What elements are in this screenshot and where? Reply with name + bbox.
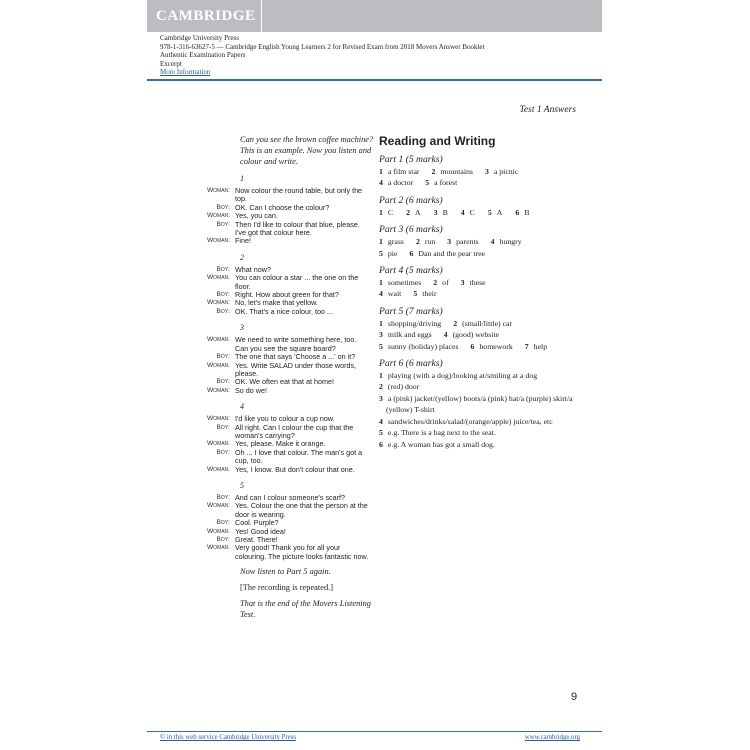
answer-number: 5 (379, 428, 383, 438)
answer-item (379, 330, 432, 339)
answer-text: sometimes (387, 278, 422, 288)
speaker-label: Boy: (216, 448, 230, 456)
answer-text: e.g. There is a bag next to the seat. (387, 428, 496, 438)
answer-number: 5 (487, 207, 492, 217)
dialogue-text: Right. How about green for that? (235, 290, 339, 300)
dialogue-text: So do we! (235, 385, 267, 395)
answer-row (379, 236, 589, 247)
footer-rule (147, 731, 602, 732)
answer-item (379, 342, 459, 351)
answer-number: 4 (379, 416, 383, 426)
answer-text: wait (387, 289, 402, 299)
answer-item (453, 319, 512, 328)
answer-number: 4 (460, 207, 465, 217)
answer-item (379, 178, 413, 187)
answer-item (425, 178, 457, 187)
answer-item (525, 342, 547, 351)
section-number: 2 (240, 252, 244, 262)
answer-number: 6 (379, 439, 383, 449)
answer-row (379, 393, 589, 416)
part-heading: Part 1 (5 marks) (379, 154, 443, 165)
speaker-label: Boy: (216, 203, 230, 211)
speaker-label: Woman: (206, 274, 230, 282)
answer-row (379, 277, 589, 288)
answer-item (434, 208, 448, 217)
dialogue-line (195, 502, 380, 519)
dialogue-text: Then I'd like to colour that blue, please. I've got that colour here. (235, 219, 360, 238)
dialogue-text: Yes, I know. But don't colour that one. (235, 464, 355, 474)
dialogue-text: Yes. Write SALAD under those words, please. (235, 360, 357, 378)
section-number: 1 (240, 174, 244, 183)
answer-text: hungry (499, 237, 522, 247)
answer-row (379, 318, 589, 329)
answer-text: their (422, 289, 437, 299)
answer-item (379, 289, 401, 298)
dialogue-line (195, 424, 380, 441)
answer-number: 2 (433, 278, 438, 288)
answer-row (379, 341, 589, 352)
transcript-intro: Can you see the brown coffee machine? This is an example. Now you listen and colour and write. (240, 135, 374, 166)
answer-item (416, 237, 435, 246)
answer-number: 7 (524, 341, 529, 351)
answer-item (379, 382, 419, 391)
dialogue-text: We need to write something here, too. Can you see the square board? (235, 335, 357, 353)
answer-text: a picnic (493, 167, 519, 176)
answer-number: 4 (490, 237, 495, 247)
speaker-label: Woman: (206, 544, 230, 552)
answer-text: grass (387, 237, 404, 247)
speaker-label: Woman: (206, 361, 230, 369)
speaker-label: Woman: (206, 527, 230, 535)
running-head: Test 1 Answers (519, 105, 576, 115)
answer-item (488, 208, 503, 217)
answer-text: sandwiches/drinks/salad/(orange/apple) juice/tea, etc (387, 416, 553, 426)
answer-item (379, 319, 441, 328)
header-band (147, 0, 602, 32)
dialogue-line (195, 204, 380, 212)
answer-text: (good) website (452, 330, 500, 340)
answer-text: B (524, 207, 530, 217)
speaker-label: Boy: (216, 378, 230, 386)
answer-text: B (442, 207, 448, 217)
part-heading: Part 6 (6 marks) (379, 358, 443, 370)
listening-transcript (195, 134, 380, 620)
dialogue-text: OK. We often eat that at home! (235, 377, 334, 387)
part-heading: Part 3 (6 marks) (379, 224, 443, 236)
dialogue-line (195, 544, 380, 561)
answer-item (409, 249, 485, 258)
answer-row (379, 427, 589, 438)
answer-text: C (387, 207, 394, 217)
answer-number: 1 (379, 167, 383, 176)
answer-text: help (533, 341, 548, 351)
answer-number: 5 (379, 248, 383, 258)
recording-repeated: [The recording is repeated.] (240, 583, 334, 593)
dialogue-text: And can I colour someone's scarf? (235, 492, 346, 502)
book-metadata (160, 34, 484, 77)
excerpt-label: Excerpt (160, 59, 182, 68)
part-heading: Part 2 (6 marks) (379, 194, 443, 206)
section-title: Reading and Writing (379, 134, 496, 148)
answer-text: Dan and the pear tree (418, 248, 486, 258)
page-number: 9 (571, 691, 578, 703)
answer-number: 4 (379, 178, 383, 188)
copyright-link[interactable]: © in this web service Cambridge University Press (160, 734, 296, 741)
answer-item (515, 208, 529, 217)
answer-item (379, 417, 553, 426)
answer-number: 2 (406, 207, 411, 217)
answer-text: run (424, 237, 436, 247)
answer-text: homework (479, 341, 513, 351)
speaker-label: Woman: (206, 237, 230, 245)
dialogue-text: I'd like you to colour a cup now. (235, 414, 335, 424)
answer-number: 5 (379, 341, 383, 351)
dialogue-text: The one that says 'Choose a ...' on it? (235, 352, 356, 362)
dialogue-line (195, 308, 380, 316)
speaker-label: Woman: (206, 415, 230, 423)
answer-text: a forest (434, 178, 458, 188)
answer-text: C (469, 207, 475, 217)
answer-item (379, 237, 404, 246)
answer-row (379, 329, 589, 340)
dialogue-line (195, 378, 380, 386)
answer-item (471, 342, 513, 351)
dialogue-line (195, 449, 380, 466)
part-heading: Part 4 (5 marks) (379, 265, 443, 277)
end-of-test: That is the end of the Movers Listening Test. (240, 599, 371, 620)
more-information-link[interactable]: More Information (160, 68, 211, 77)
answer-text: a (pink) jacket/(yellow) boots/a (pink) hat/a (purple) skirt/a (yellow) T-shirt (386, 393, 573, 415)
answer-text: e.g. A woman has got a small dog. (387, 439, 495, 449)
dialogue-text: Yes. Colour the one that the person at the door is wearing. (235, 501, 368, 519)
answer-item (379, 278, 421, 287)
dialogue-text: OK. Can I choose the colour? (235, 202, 330, 212)
answer-item (491, 237, 522, 246)
answer-number: 1 (379, 278, 383, 288)
speaker-label: Boy: (216, 536, 230, 543)
section-number: 4 (240, 402, 244, 412)
dialogue-text: Cool. Purple? (235, 518, 279, 528)
answer-number: 6 (515, 207, 520, 217)
answer-item (413, 289, 436, 298)
dialogue-text: Great. There! (235, 535, 278, 544)
answer-row (379, 207, 589, 218)
publisher: Cambridge University Press (160, 34, 239, 42)
speaker-label: Boy: (216, 353, 230, 361)
answer-text: of (442, 278, 449, 288)
answer-text: (red) door (387, 382, 420, 392)
speaker-label: Boy: (216, 307, 230, 315)
dialogue-line (195, 221, 380, 238)
dialogue-text: Fine! (235, 236, 251, 246)
answer-text: sunny (holiday) places (387, 341, 459, 351)
header-rule (147, 79, 602, 81)
answer-text: pie (387, 248, 398, 258)
dialogue-line (195, 528, 380, 536)
answer-number: 2 (431, 167, 436, 176)
answer-row (379, 381, 589, 392)
answer-row (379, 248, 589, 259)
section-number: 5 (240, 480, 244, 490)
answer-item (379, 167, 420, 176)
answer-text: playing (with a dog)/looking at/smiling at a dog (387, 371, 538, 381)
dialogue-line (195, 336, 380, 353)
dialogue-line (195, 362, 380, 379)
dialogue-text: Oh ... I love that colour. The man's got a cup, too. (235, 447, 363, 466)
answer-row (379, 177, 589, 188)
speaker-label: Woman: (206, 465, 230, 473)
answer-number: 1 (379, 237, 383, 247)
speaker-label: Woman: (206, 336, 230, 344)
dialogue-text: Now colour the round table, but only the top. (235, 186, 363, 204)
answer-number: 6 (409, 248, 414, 258)
speaker-label: Boy: (216, 220, 230, 228)
answer-number: 2 (379, 382, 383, 392)
dialogue-line (195, 466, 380, 474)
speaker-label: Woman: (206, 212, 230, 220)
dialogue-text: OK. That's a nice colour, too ... (235, 306, 333, 316)
speaker-label: Boy: (216, 265, 230, 273)
answer-number: 2 (453, 318, 458, 328)
answer-item (461, 208, 475, 217)
answer-number: 3 (447, 237, 452, 247)
answer-item (432, 167, 473, 176)
speaker-label: Woman: (206, 386, 230, 394)
dialogue-text: Yes! Good idea! (235, 526, 286, 536)
answer-row (379, 370, 589, 381)
dialogue-text: All right. Can I colour the cup that the woman's carrying? (235, 422, 354, 440)
cambridge-logo: CAMBRIDGE (147, 0, 262, 32)
answer-text: a film star (387, 167, 420, 176)
answer-row (379, 288, 589, 299)
answer-row (379, 416, 589, 427)
section-number: 3 (240, 323, 244, 333)
answer-text: these (469, 278, 486, 288)
dialogue-text: Yes, you can. (235, 211, 278, 221)
answer-number: 2 (415, 237, 420, 247)
dialogue-line (195, 187, 380, 204)
speaker-label: Woman: (206, 440, 230, 448)
answer-item (461, 278, 486, 287)
speaker-label: Boy: (216, 423, 230, 431)
dialogue-text: No, let's make that yellow. (235, 298, 318, 308)
dialogue-text: You can colour a star ... the one on the floor. (235, 273, 359, 291)
dialogue-line (195, 237, 380, 245)
dialogue-line (195, 387, 380, 395)
answer-item (379, 208, 393, 217)
answer-item (379, 428, 496, 437)
answer-number: 3 (433, 207, 438, 217)
answer-number: 3 (484, 167, 489, 176)
isbn-title: 978-1-316-63627-5 — Cambridge English Young Learners 2 for Revised Exam from 2018 Movers Answer Booklet (160, 42, 485, 51)
answer-number: 4 (443, 330, 448, 340)
speaker-label: Woman: (206, 502, 230, 510)
answer-number: 1 (379, 207, 383, 217)
answer-item (379, 371, 537, 380)
answer-item (406, 208, 421, 217)
answer-number: 5 (413, 289, 418, 299)
answer-text: shopping/driving (387, 318, 442, 328)
answer-number: 1 (379, 371, 383, 381)
answer-number: 3 (460, 278, 465, 288)
cambridge-site-link[interactable]: www.cambridge.org (524, 734, 580, 741)
answer-number: 4 (379, 289, 383, 299)
dialogue-line (195, 274, 380, 291)
speaker-label: Woman: (206, 299, 230, 307)
dialogue-text: What now? (235, 264, 271, 274)
answer-text: A (415, 207, 421, 217)
answer-item (379, 440, 495, 449)
answer-text: (small/little) car (462, 318, 513, 328)
answer-row (379, 439, 589, 450)
dialogue-text: Yes, please. Make it orange. (235, 439, 326, 449)
answer-number: 1 (379, 318, 383, 328)
part-heading: Part 5 (7 marks) (379, 305, 443, 317)
answer-item (485, 167, 518, 176)
answer-item (447, 237, 478, 246)
answer-text: A (496, 207, 503, 217)
answer-text: a doctor (387, 178, 414, 188)
dialogue-text: Very good! Thank you for all your colouring. The picture looks fantastic now. (235, 543, 369, 561)
speaker-label: Boy: (216, 519, 230, 527)
listen-again: Now listen to Part 5 again. (240, 567, 331, 577)
answer-row (379, 166, 589, 177)
answer-number: 3 (379, 393, 383, 403)
answer-number: 5 (425, 178, 430, 188)
answer-item (444, 330, 499, 339)
answer-text: mountains (440, 167, 473, 176)
reading-writing-answers (379, 134, 589, 450)
answer-text: parents (456, 237, 479, 247)
speaker-label: Boy: (216, 291, 230, 299)
speaker-label: Woman: (206, 187, 230, 194)
answer-number: 6 (470, 341, 475, 351)
answer-number: 3 (379, 330, 383, 340)
answer-item (379, 394, 573, 414)
answer-item (379, 249, 397, 258)
answer-text: milk and eggs (387, 330, 432, 340)
dialogue-line (195, 519, 380, 527)
series: Authentic Examination Papers (160, 51, 246, 60)
answer-item (433, 278, 448, 287)
speaker-label: Boy: (216, 493, 230, 501)
